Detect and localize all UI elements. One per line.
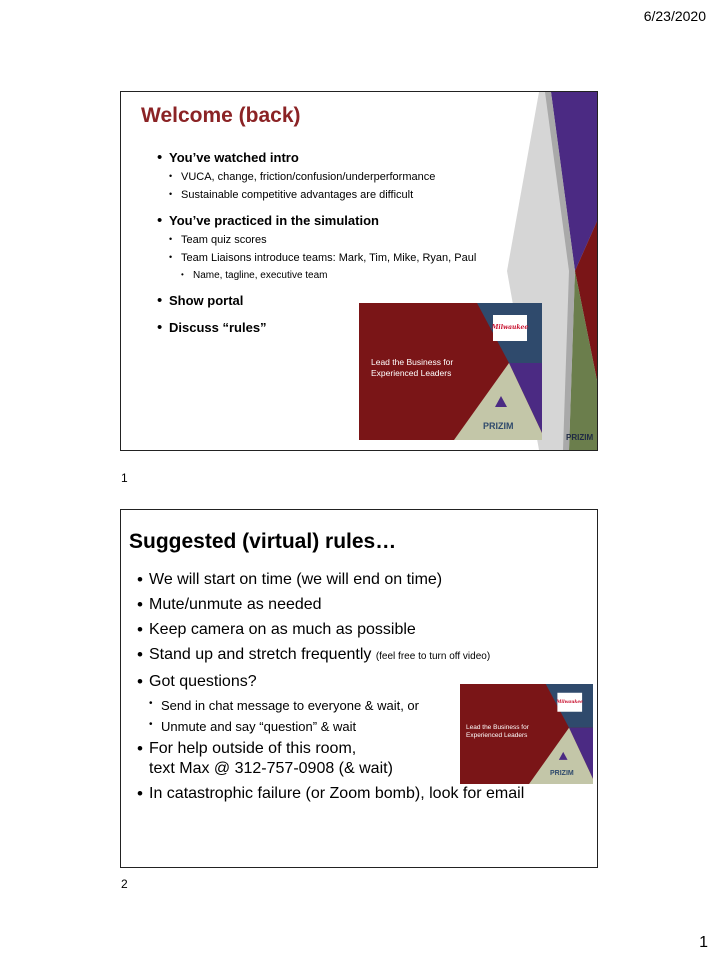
- slide-2: [120, 509, 598, 868]
- svg-text:Milwaukee: Milwaukee: [556, 699, 583, 705]
- slide-title: Welcome (back): [141, 104, 301, 127]
- bullet-item: • You’ve watched intro: [157, 150, 497, 165]
- bullet-item: • Show portal: [157, 293, 497, 308]
- sub-bullet-item: • VUCA, change, friction/confusion/underperformance: [157, 171, 497, 183]
- course-thumbnail: [359, 303, 542, 440]
- bullet-item: [137, 645, 587, 667]
- page-date: 6/23/2020: [643, 8, 706, 24]
- bullet-text-line2: text Max @ 312-757-0908 (& wait): [149, 760, 393, 777]
- page-number: 1: [699, 934, 708, 951]
- sub-bullet-item: • Send in chat message to everyone & wait, or: [137, 698, 587, 713]
- bullet-item: • We will start on time (we will end on time): [137, 570, 587, 590]
- slide-number: 1: [121, 471, 128, 485]
- bullet-item: • Mute/unmute as needed: [137, 595, 587, 615]
- sub-bullet-item: • Sustainable competitive advantages are difficult: [157, 189, 497, 201]
- bullet-item: • You’ve practiced in the simulation: [157, 213, 497, 228]
- bullet-text: Stand up and stretch frequently: [149, 646, 372, 663]
- bullet-item: • Keep camera on as much as possible: [137, 620, 587, 640]
- prizim-logo: PRIZIM: [483, 421, 514, 431]
- bullet-text: For help outside of this room,: [149, 740, 357, 757]
- sub-bullet-item: • Team quiz scores: [157, 234, 497, 246]
- bullet-item: • Got questions?: [137, 672, 587, 692]
- slide-number: 2: [121, 877, 128, 891]
- bullet-item: • Discuss “rules”: [157, 320, 497, 335]
- bullet-note: (feel free to turn off video): [375, 651, 491, 662]
- slide-1: [120, 91, 598, 451]
- svg-text:Milwaukee: Milwaukee: [491, 324, 529, 331]
- corner-prizim-logo: PRIZIM: [566, 433, 594, 442]
- slide-title: Suggested (virtual) rules…: [129, 530, 397, 553]
- sub-bullet-item: • Team Liaisons introduce teams: Mark, Tim, Mike, Ryan, Paul: [157, 252, 497, 264]
- sub-sub-bullet-item: • Name, tagline, executive team: [157, 270, 497, 281]
- thumbnail-tagline: Lead the Business for Experienced Leaders: [466, 724, 529, 739]
- prizim-logo: PRIZIM: [550, 770, 574, 777]
- course-thumbnail: [460, 684, 593, 784]
- bullet-item: • In catastrophic failure (or Zoom bomb), look for email: [137, 784, 587, 804]
- thumbnail-tagline: Lead the Business for Experienced Leaders: [371, 357, 454, 378]
- sub-bullet-item: • Unmute and say “question” & wait: [137, 719, 587, 734]
